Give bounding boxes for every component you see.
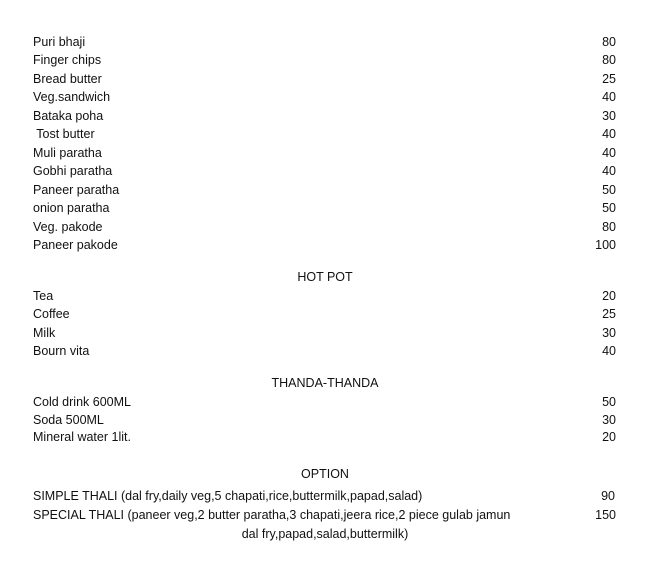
item-name: Paneer paratha	[33, 183, 120, 197]
item-price: 40	[602, 146, 616, 160]
item-price: 80	[602, 53, 616, 67]
item-price: 50	[602, 183, 616, 197]
item-price: 25	[602, 72, 616, 86]
item-name: Cold drink 600ML	[33, 395, 131, 409]
menu-item	[0, 51, 650, 69]
menu-item-special-thali	[0, 506, 650, 524]
item-name: SPECIAL THALI (paneer veg,2 butter paratha,3 chapati,jeera rice,2 piece gulab jamun	[33, 508, 511, 522]
menu-item	[0, 162, 650, 180]
item-name: Soda 500ML	[33, 413, 104, 427]
item-name: Mineral water 1lit.	[33, 430, 131, 444]
item-name: Tea	[33, 289, 54, 303]
item-price: 80	[602, 220, 616, 234]
menu-item	[0, 218, 650, 236]
menu-item-simple-thali	[0, 487, 650, 505]
menu-item	[0, 342, 650, 360]
item-name: Muli paratha	[33, 146, 102, 160]
menu-item	[0, 324, 650, 342]
item-price: 80	[602, 35, 616, 49]
menu-item	[0, 181, 650, 199]
item-price: 40	[602, 164, 616, 178]
menu-item	[0, 287, 650, 305]
menu-item	[0, 70, 650, 88]
section-heading: THANDA-THANDA	[271, 376, 379, 390]
item-name: Bourn vita	[33, 344, 90, 358]
menu-item	[0, 411, 650, 429]
section-heading: HOT POT	[297, 270, 353, 284]
item-price: 50	[602, 201, 616, 215]
menu-item	[0, 428, 650, 446]
item-price: 30	[602, 413, 616, 427]
item-price: 50	[602, 395, 616, 409]
item-name: Coffee	[33, 307, 70, 321]
item-price: 100	[595, 238, 616, 252]
item-name: Veg. pakode	[33, 220, 103, 234]
menu-item	[0, 305, 650, 323]
item-description-continuation: dal fry,papad,salad,buttermilk)	[241, 527, 409, 541]
item-price: 30	[602, 109, 616, 123]
item-price: 20	[602, 289, 616, 303]
item-name: Milk	[33, 326, 56, 340]
item-name: Bataka poha	[33, 109, 104, 123]
item-name: onion paratha	[33, 201, 110, 215]
item-price: 30	[602, 326, 616, 340]
item-price: 20	[602, 430, 616, 444]
item-name: Tost butter	[33, 127, 95, 141]
menu-item	[0, 88, 650, 106]
item-price: 40	[602, 90, 616, 104]
menu-item	[0, 393, 650, 411]
item-name: Paneer pakode	[33, 238, 118, 252]
menu-item	[0, 199, 650, 217]
item-name: Veg.sandwich	[33, 90, 111, 104]
menu-item	[0, 33, 650, 51]
item-price: 25	[602, 307, 616, 321]
item-name: Gobhi paratha	[33, 164, 113, 178]
menu-item	[0, 125, 650, 143]
item-name: Bread butter	[33, 72, 102, 86]
item-name: Finger chips	[33, 53, 102, 67]
item-price: 40	[602, 344, 616, 358]
menu-item	[0, 107, 650, 125]
menu-item	[0, 236, 650, 254]
item-name: Puri bhaji	[33, 35, 86, 49]
item-price: 90	[601, 489, 615, 503]
item-price: 40	[602, 127, 616, 141]
menu-item	[0, 144, 650, 162]
item-name: SIMPLE THALI (dal fry,daily veg,5 chapati,rice,buttermilk,papad,salad)	[33, 489, 423, 503]
item-price: 150	[595, 508, 616, 522]
section-heading: OPTION	[301, 467, 349, 481]
